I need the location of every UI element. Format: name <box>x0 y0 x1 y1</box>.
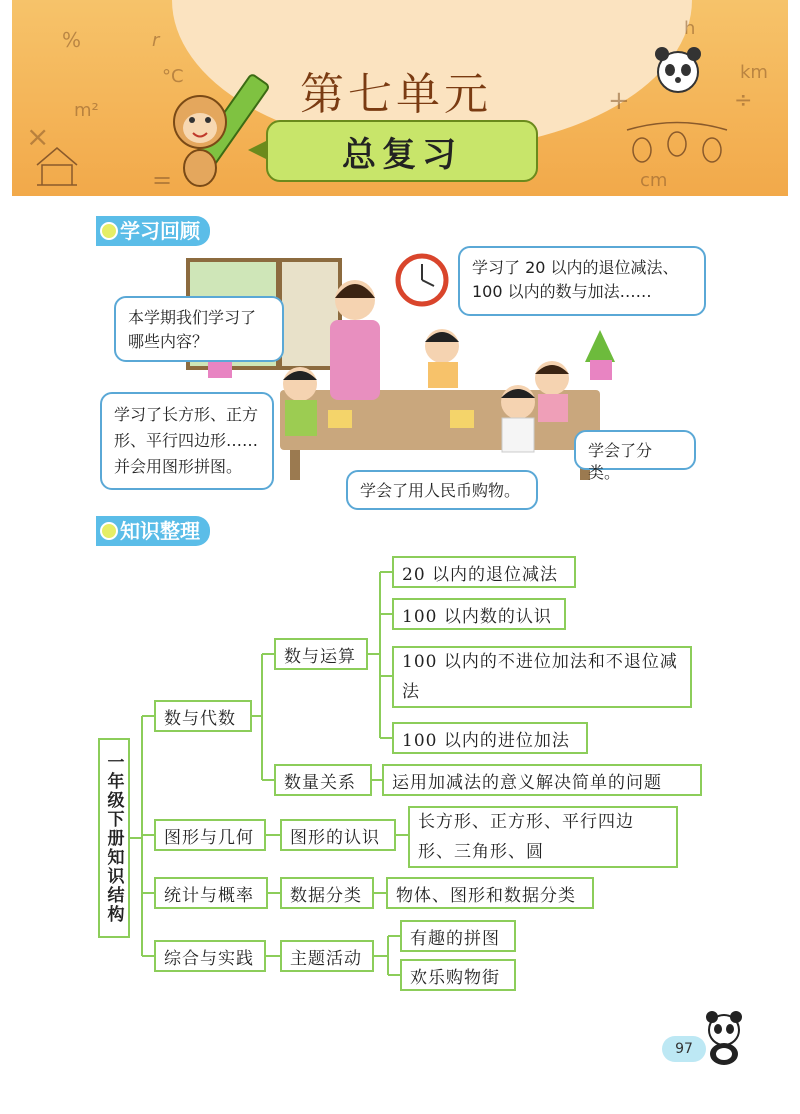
bubble-boy-front: 学会了用人民币购物。 <box>346 470 538 510</box>
section-label-organize: 知识整理 <box>96 516 210 546</box>
leaf-shape-list: 长方形、正方形、平行四边形、三角形、圆 <box>408 806 678 868</box>
doodle-m2: m² <box>74 100 99 121</box>
page-number: 97 <box>662 1036 706 1062</box>
topic-theme-activity: 主题活动 <box>280 940 374 972</box>
section-label-review: 学习回顾 <box>96 216 210 246</box>
leaf-numbers-to-100: 100 以内数的认识 <box>392 598 566 630</box>
area-statistics: 统计与概率 <box>154 877 268 909</box>
doodle-r: r <box>152 30 160 51</box>
doodle-km: km <box>740 62 768 83</box>
leaf-subtract-within-20: 20 以内的退位减法 <box>392 556 576 588</box>
panda-footer-icon <box>700 1010 748 1066</box>
leaf-word-problems: 运用加减法的意义解决简单的问题 <box>382 764 702 796</box>
bubble-girl-top: 学习了 20 以内的退位减法、100 以内的数与加法…… <box>458 246 706 316</box>
doodle-h: h <box>684 18 696 39</box>
leaf-add-no-carry: 100 以内的不进位加法和不退位减法 <box>392 646 692 708</box>
area-number-algebra: 数与代数 <box>154 700 252 732</box>
bubble-girl-right: 学会了分类。 <box>574 430 696 470</box>
tree-root: 一年级下册知识结构 <box>98 738 130 938</box>
topic-data-classification: 数据分类 <box>280 877 374 909</box>
doodle-equals: = <box>152 166 173 194</box>
subtitle-box: 总复习 <box>266 120 538 182</box>
area-practice: 综合与实践 <box>154 940 266 972</box>
bubble-teacher: 本学期我们学习了哪些内容？ <box>114 296 284 362</box>
doodle-plus: + <box>608 86 630 116</box>
leaf-puzzle: 有趣的拼图 <box>400 920 516 952</box>
bubble-boy-left: 学习了长方形、正方形、平行四边形……并会用图形拼图。 <box>100 392 274 490</box>
topic-quantity-relations: 数量关系 <box>274 764 372 796</box>
leaf-shopping: 欢乐购物街 <box>400 959 516 991</box>
doodle-celsius: °C <box>162 66 184 87</box>
leaf-classification: 物体、图形和数据分类 <box>386 877 594 909</box>
topic-number-operations: 数与运算 <box>274 638 368 670</box>
area-geometry: 图形与几何 <box>154 819 266 851</box>
doodle-percent: % <box>62 28 82 52</box>
topic-shape-recognition: 图形的认识 <box>280 819 396 851</box>
doodle-cm: cm <box>640 170 668 191</box>
doodle-divide: ÷ <box>734 88 753 113</box>
unit-title: 第七单元 <box>300 69 492 120</box>
doodle-times: × <box>26 120 50 153</box>
leaf-add-with-carry: 100 以内的进位加法 <box>392 722 588 754</box>
